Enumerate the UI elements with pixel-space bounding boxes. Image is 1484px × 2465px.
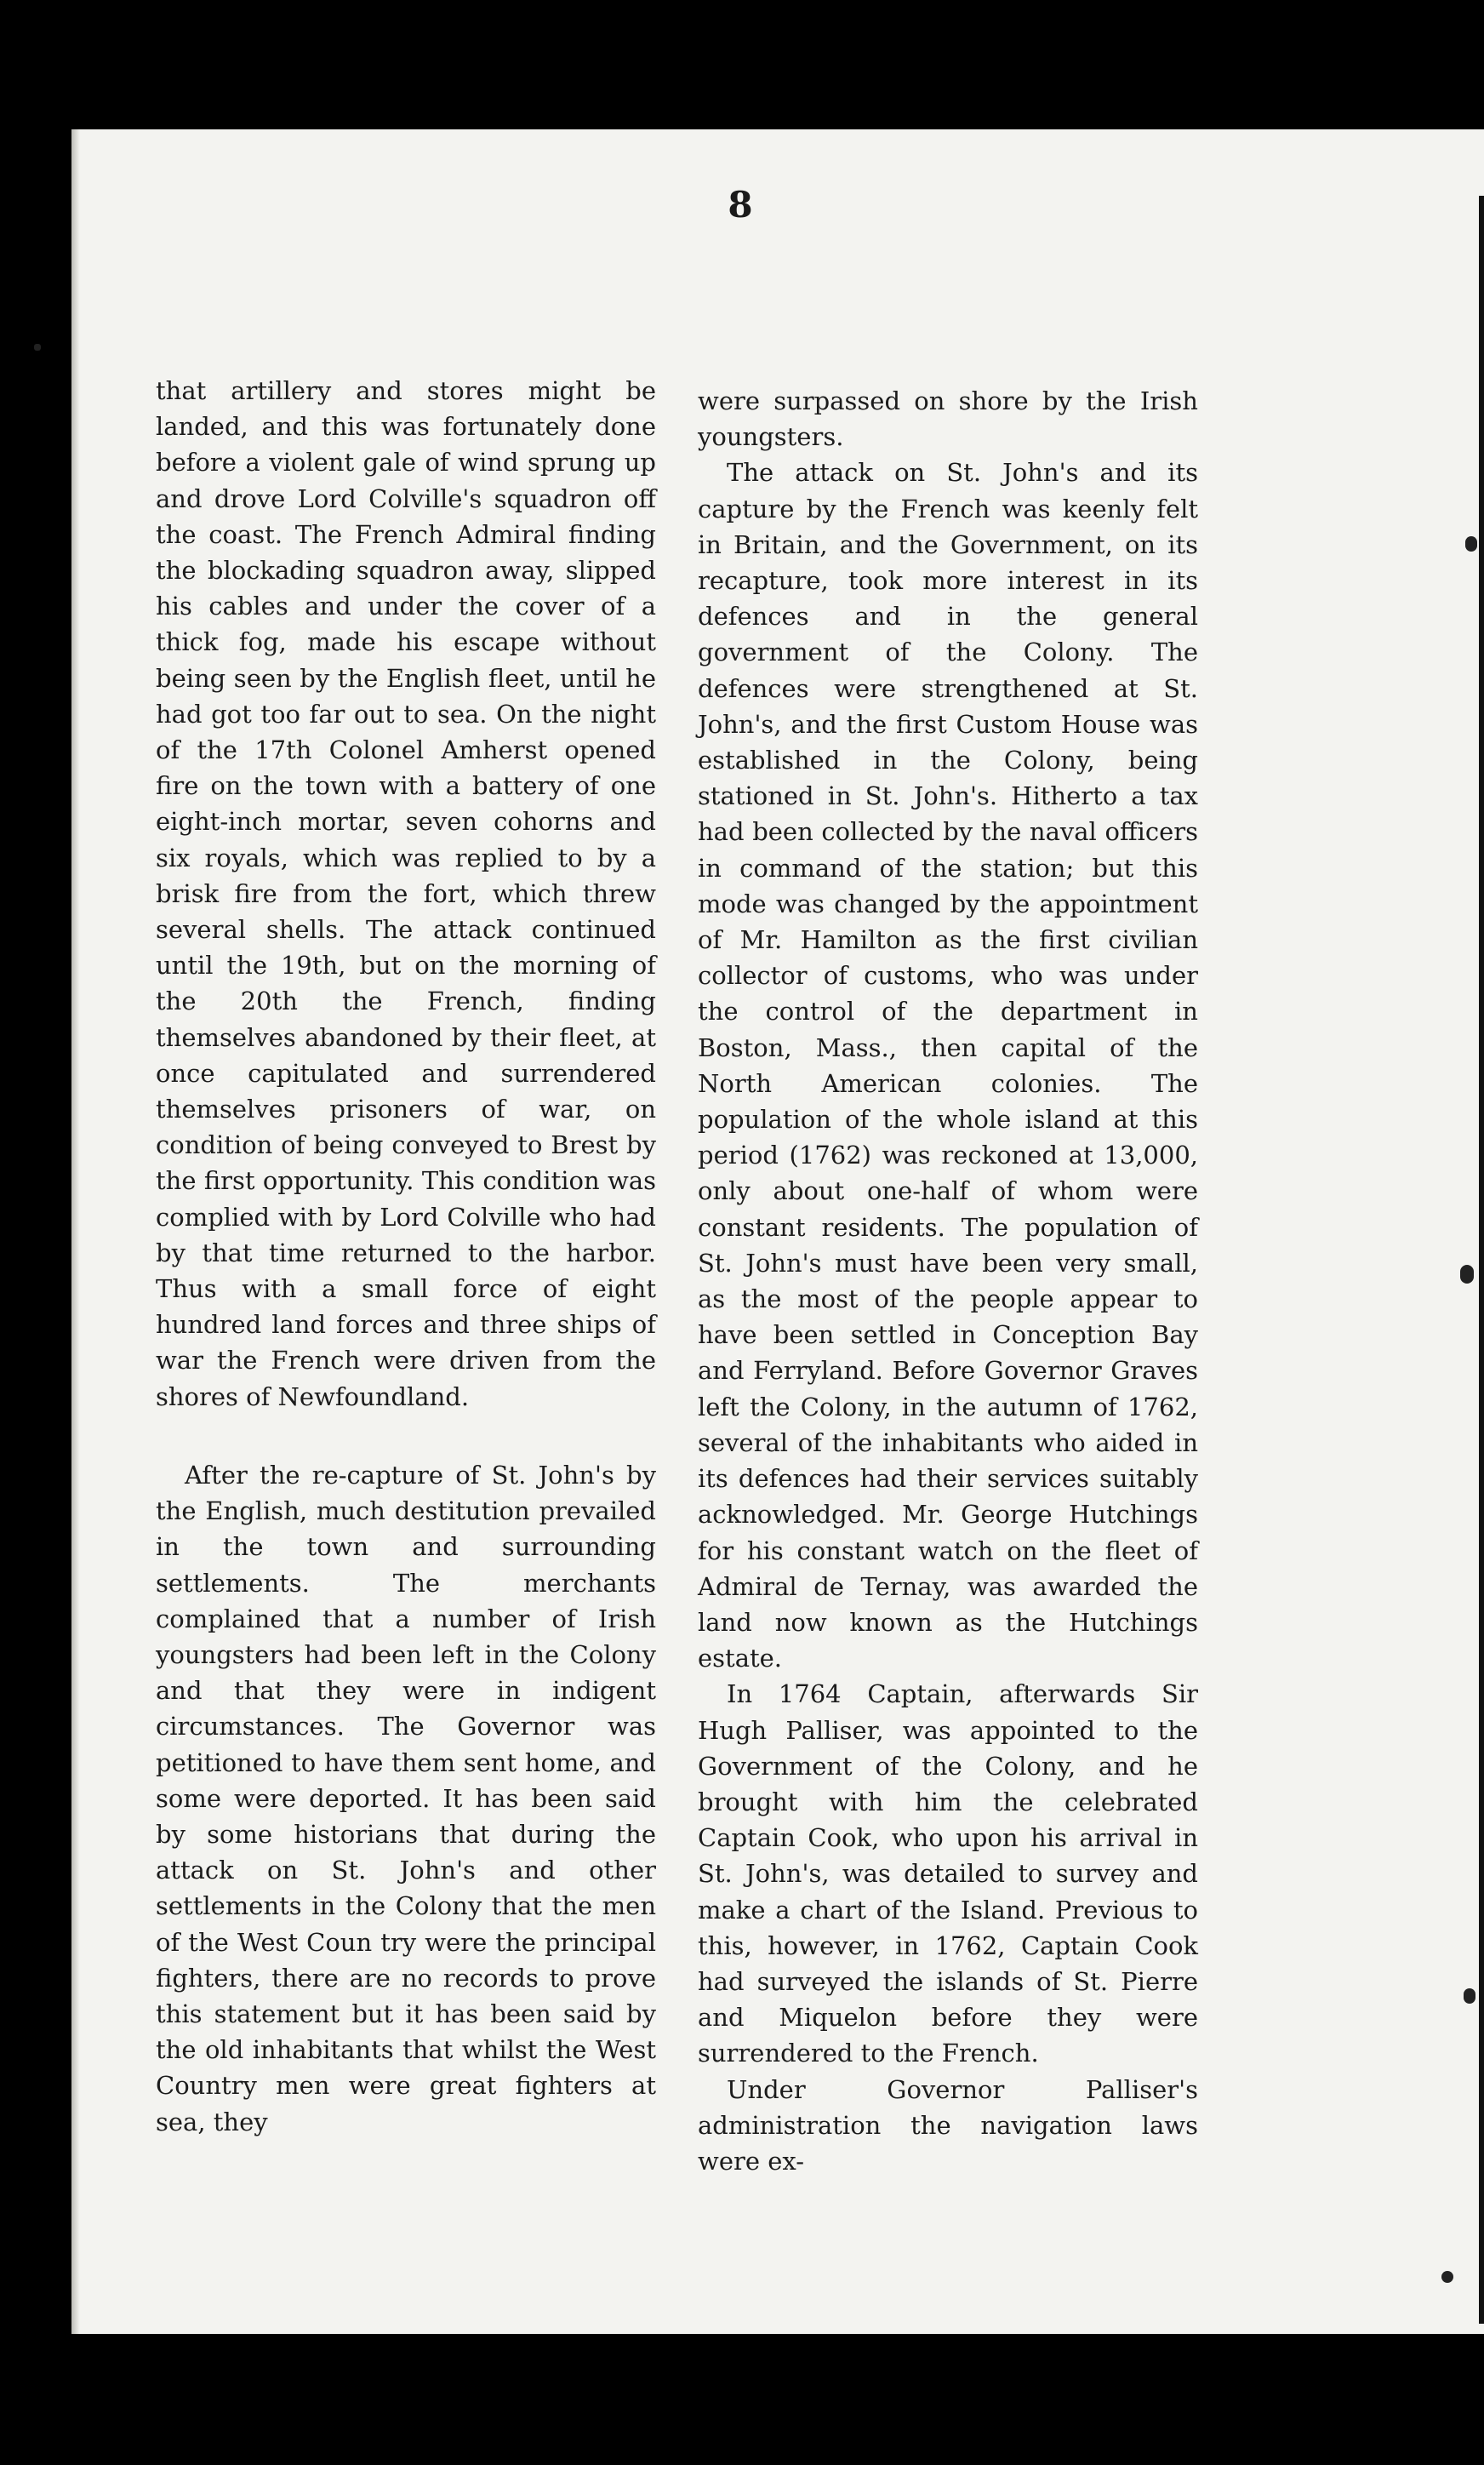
paragraph: Under Governor Palliser's administration the navigation laws were ex-: [698, 2074, 1198, 2176]
paragraph: The attack on St. John's and its capture by the French was keenly felt in Britain, and the Government, on its recapture, took more interest in its defences and in the general government of the Colony. The defences were strengthened at St. John's, and the first Custom House was established in the Colony, being stationed in St. John's. Hitherto a tax had been collected by the naval officers in command of the station; but this mode was changed by the appointment of Mr. Hamilton as the first civilian collector of customs, who was under the control of the department in Boston, Mass., then capital of the North American colonies. The population of the whole island at this period (1762) was reckoned at 13,000, only about one-half of whom were constant residents. The population of St. John's must have been very small, as the most of the people appear to have been settled in Conception Bay and Ferryland. Before Governor Graves left the Colony, in the autumn of 1762, several of the inhabitants who aided in its defences had their services suitably acknowledged. Mr. George Hutchings for his constant watch on the fleet of Admiral de Ternay, was awarded the land now known as the Hutchings estate.: [698, 458, 1198, 1673]
paragraph: were surpassed on shore by the Irish youngsters.: [698, 386, 1198, 452]
scan-speck: [1441, 2271, 1453, 2283]
scan-speck: [1464, 1988, 1475, 2004]
left-text-column: [156, 373, 656, 2140]
scan-speck: [34, 344, 41, 351]
paragraph: that artillery and stores might be landed, and this was fortunately done before a violent gale of wind sprung up and drove Lord Colville's squadron off the coast. The French Admiral finding the blockading squadron away, slipped his cables and under the cover of a thick fog, made his escape without being seen by the English fleet, until he had got too far out to sea. On the night of the 17th Colonel Amherst opened fire on the town with a battery of one eight-inch mortar, seven cohorns and six royals, which was replied to by a brisk fire from the fort, which threw several shells. The attack continued until the 19th, but on the morning of the 20th the French, finding themselves abandoned by their fleet, at once capitulated and surrendered themselves prisoners of war, on condition of being conveyed to Brest by the first opportunity. This condition was complied with by Lord Colville who had by that time returned to the harbor. Thus with a small force of eight hundred land forces and three ships of war the French were driven from the shores of Newfoundland.: [156, 376, 656, 1411]
right-edge-bar: [1479, 196, 1484, 2324]
paragraph: In 1764 Captain, afterwards Sir Hugh Palliser, was appointed to the Government of the Colony, and he brought with him the celebrated Captain Cook, who upon his arrival in St. John's, was detailed to survey and make a chart of the Island. Previous to this, however, in 1762, Captain Cook had surveyed the islands of St. Pierre and Miquelon before they were surrendered to the French.: [698, 1679, 1198, 2068]
scan-speck: [1465, 536, 1477, 552]
paragraph: After the re-capture of St. John's by the English, much destitution prevailed in the town and surrounding settlements. The merchants complained that a number of Irish youngsters had been left in the Colony and that they were in indigent circumstances. The Governor was petitioned to have them sent home, and some were deported. It has been said by some historians that during the attack on St. John's and other settlements in the Colony that the men of the West Coun try were the principal fighters, there are no records to prove this statement but it has been said by the old inhabitants that whilst the West Country men were great fighters at sea, they: [156, 1460, 656, 2136]
right-text-column: [698, 383, 1198, 2179]
scan-speck: [1460, 1265, 1474, 1284]
page-number: 8: [728, 184, 753, 226]
